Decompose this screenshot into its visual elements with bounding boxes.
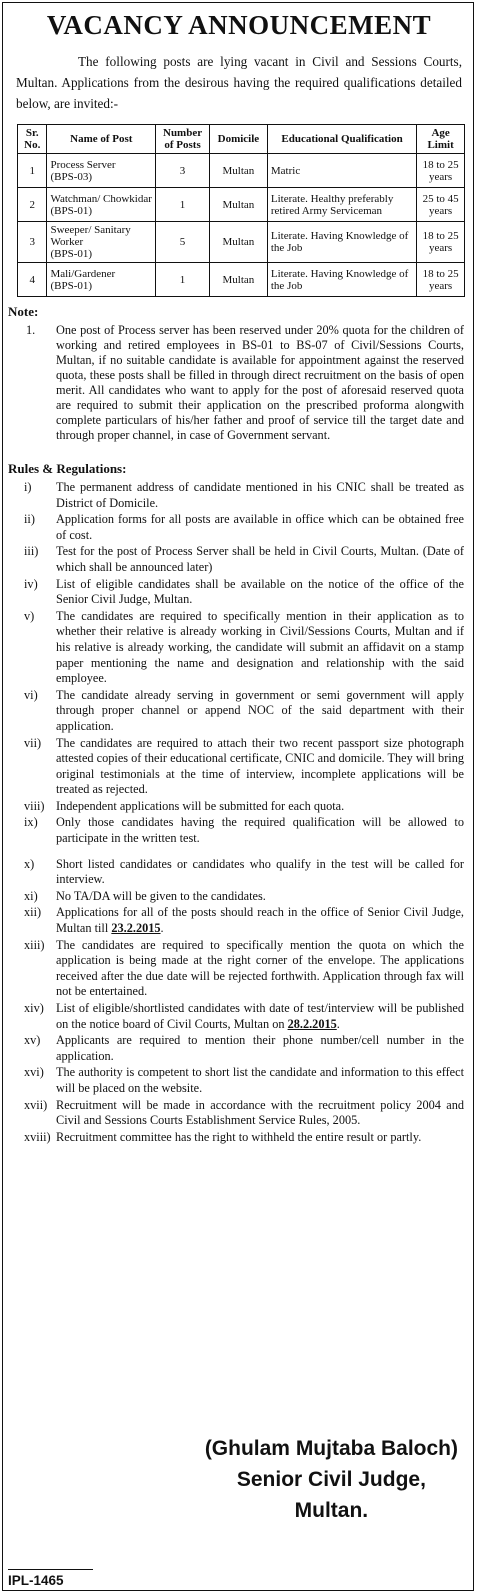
rule-text: No TA/DA will be given to the candidates. [56,888,266,903]
rule-number: xiv) [24,1001,44,1015]
header-domicile: Domicile [209,125,267,154]
rule-text-end: . [160,921,164,936]
header-number-of-posts: Number of Posts [156,125,210,154]
cell-bps-scale: (BPS-01) [50,204,93,217]
rule-text: Short listed candidates or candidates who qualify in the test will be called for interview. [56,856,464,887]
rule-date: 23.2.2015 [111,921,161,936]
page-title: VACANCY ANNOUNCEMENT [46,10,432,40]
cell-age-limit-text: 18 to 25 years [422,158,459,183]
rule-number: xiii) [24,937,45,952]
header-age-limit: Age Limit [417,125,465,154]
intro-paragraph: The following posts are lying vacant in Civil and Sessions Courts, Multan. Applications from the desirous having the required qualifications detailed below, are invited:- [16,54,462,111]
rule-number: iv) [24,576,38,591]
rule-text: The permanent address of candidate mentioned in his CNIC shall be treated as District of Domicile. [56,480,464,510]
cell-qualification-text: Literate. Having Knowledge of the Job [270,230,409,254]
cell-bps-scale: (BPS-03) [50,170,93,183]
rule-text: The candidate already serving in government or semi government will apply through proper channel or append NOC of the said department with their application. [56,687,464,733]
rule-number: ix) [24,815,38,830]
cell-sr-no-text: 1 [29,164,35,177]
rule-number: iii) [24,544,39,559]
rule-text: Recruitment committee has the right to withheld the entire result or partly. [56,1129,422,1144]
rule-text: The candidates are required to attach their two recent passport size photograph attested copies of their educational certificate, CNIC and domicile. They will bring original testimonials at the time of interview, incomplete applications will be treated as rejected. [56,735,464,797]
rules-heading: Rules & Regulations: [8,461,127,476]
signatory-place: Multan. [294,1499,369,1522]
cell-number-of-posts-text: 1 [179,273,186,286]
cell-number-of-posts-text: 5 [179,236,186,248]
cell-bps-scale: (BPS-01) [50,248,93,260]
note-number: 1. [26,323,36,337]
cell-age-limit-text: 25 to 45 years [422,192,459,217]
cell-post-name-text: Sweeper/ Sanitary Worker [50,224,131,248]
rule-text: Test for the post of Process Server shall be held in Civil Courts, Multan. (Date of which shall be announced later) [56,544,464,574]
cell-domicile-text: Multan [222,273,255,286]
rule-text: List of eligible/shortlisted candidates with date of test/interview will be published on the notice board of Civil Courts, Multan on [56,1001,464,1031]
cell-bps-scale: (BPS-01) [50,279,93,292]
cell-sr-no-text: 4 [29,273,35,286]
rule-text: Recruitment will be made in accordance with the recruitment policy 2004 and Civil and Sessions Courts Establishment Service Rules, 2005. [56,1097,464,1128]
rule-text-end: . [336,1016,340,1031]
rule-text: Only those candidates having the required qualification will be allowed to participate in the written test. [56,815,464,846]
rule-text: List of eligible candidates shall be available on the notice of the office of the Senior Civil Judge, Multan. [56,576,464,607]
rule-date: 28.2.2015 [287,1016,337,1031]
cell-post-name-text: Process Server [50,158,116,171]
cell-number-of-posts-text: 1 [179,198,186,211]
rule-number: vii) [24,735,42,750]
code-rule [8,1569,93,1570]
cell-number-of-posts-text: 3 [179,164,186,177]
cell-post-name-text: Watchman/ Chowkidar [50,192,152,205]
rule-number: i) [24,480,32,494]
signatory-designation: Senior Civil Judge, [236,1468,426,1491]
rule-text: Applicants are required to mention their phone number/cell number in the application. [56,1033,464,1063]
rule-number: xvi) [24,1065,44,1080]
cell-qualification-text: Literate. Healthy preferably retired Army Serviceman [270,192,394,217]
cell-sr-no-text: 3 [29,236,35,248]
rule-text: The candidates are required to specifically mention the quota on which the application is being made at the right corner of the envelope. The applications received after the due date will be rejected forthwith. Application through fax will not be entertained. [56,937,464,999]
cell-sr-no-text: 2 [29,198,35,211]
rule-number: x) [24,856,35,871]
page-border [2,2,474,1591]
cell-qualification-text: Literate. Having Knowledge of the Job [270,267,409,292]
rule-number: ii) [24,512,35,527]
cell-domicile-text: Multan [222,164,255,177]
rule-number: xviii) [24,1129,51,1144]
rule-number: xii) [24,905,42,920]
ad-code: IPL-1465 [8,1573,64,1588]
rule-number: xvii) [24,1097,48,1112]
rule-text: Independent applications will be submitted for each quota. [56,798,345,813]
rule-text: The candidates are required to specifically mention in their application as to whether their relative is already working in Civil/Sessions Courts, Multan and if his relative is already working, the candidate will submit an affidavit on a stamp paper mentioning the name and designation and relationship with the said employee. [56,608,464,686]
signature-block [205,1433,458,1526]
note-heading: Note: [8,304,39,319]
rule-number: viii) [24,798,45,813]
cell-qualification-text: Matric [270,164,301,177]
rule-number: xi) [24,888,38,903]
rule-number: xv) [24,1033,41,1048]
cell-domicile-text: Multan [222,198,255,211]
cell-age-limit-text: 18 to 25 years [422,230,459,254]
rule-text: The authority is competent to short list the candidate and information to this effect will be placed on the website. [56,1065,464,1095]
rule-text: Applications for all of the posts should reach in the office of Senior Civil Judge, Multan till [56,905,464,936]
rule-text: Application forms for all posts are available in office which can be obtained free of cost. [56,512,464,542]
header-qualification: Educational Qualification [267,125,416,154]
rule-number: vi) [24,687,38,702]
signatory-name: (Ghulam Mujtaba Baloch) [204,1437,458,1460]
header-post-name: Name of Post [47,125,156,154]
cell-domicile-text: Multan [222,236,255,248]
note-text: One post of Process server has been reserved under 20% quota for the children of working and retired employees in BS-01 to BS-07 of Civil/Sessions Courts, Multan, if no suitable candidate is available for appointment against the reserved quota, these posts shall be filled in through direct recruitment on the basis of open merit. All candidates who want to apply for the post of aforesaid reserved quota are required to submit their application on the prescribed proforma alongwith complete particulars of his/her father and proof of service till the target date and through proper channel, in case of Government servant. [56,323,464,442]
cell-age-limit-text: 18 to 25 years [422,267,459,292]
rule-number: v) [24,608,35,623]
cell-post-name-text: Mali/Gardener [50,267,116,280]
header-sr-no: Sr. No. [18,125,47,154]
